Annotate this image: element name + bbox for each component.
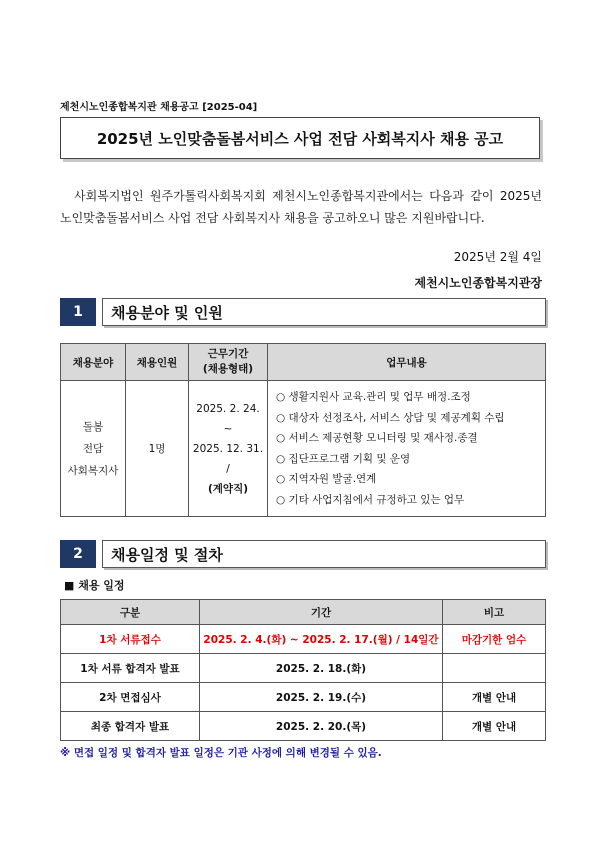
duty-item: ○ 대상자 선정조사, 서비스 상담 및 제공계획 수립 bbox=[276, 411, 505, 424]
header-note: 비고 bbox=[443, 600, 546, 625]
duty-item: ○ 생활지원사 교육.관리 및 업무 배정.조정 bbox=[276, 391, 471, 403]
announcement-date: 2025년 2월 4일 bbox=[453, 250, 542, 264]
intro-text: 사회복지법인 원주가톨릭사회복지회 제천시노인종합복지관에서는 다음과 같이 2025년 노인맞춤돌봄서비스 사업 전담 사회복지사 채용을 공고하오니 많은 지원바랍니다. bbox=[60, 189, 542, 225]
period-line: / bbox=[226, 462, 230, 475]
schedule-table bbox=[60, 599, 546, 741]
contract-type: (계약직) bbox=[207, 482, 249, 495]
row-category: 1차 서류접수 bbox=[61, 625, 200, 654]
header-field: 채용분야 bbox=[61, 344, 126, 381]
header-category: 구분 bbox=[61, 600, 200, 625]
section-2-number: 2 bbox=[60, 540, 96, 568]
row-note: 개별 안내 bbox=[443, 712, 546, 741]
row-category: 최종 합격자 발표 bbox=[61, 712, 200, 741]
period-line: ~ bbox=[223, 422, 233, 435]
page-title bbox=[60, 117, 540, 159]
table-row bbox=[61, 683, 546, 712]
header-duties: 업무내용 bbox=[268, 344, 546, 381]
field-line: 돌봄 bbox=[82, 420, 104, 433]
header-period bbox=[189, 344, 268, 381]
row-category: 2차 면접심사 bbox=[61, 683, 200, 712]
duty-item: ○ 지역자원 발굴.연계 bbox=[276, 473, 377, 485]
table-row bbox=[61, 712, 546, 741]
cell-field bbox=[61, 381, 126, 517]
recruitment-table bbox=[60, 343, 546, 517]
section-2-heading bbox=[60, 540, 546, 568]
cell-count: 1명 bbox=[126, 381, 189, 517]
signer: 제천시노인종합복지관장 bbox=[414, 276, 542, 290]
document-header: 제천시노인종합복지관 채용공고 [2025-04] bbox=[60, 102, 258, 113]
field-line: 사회복지사 bbox=[67, 464, 119, 477]
row-period: 2025. 2. 4.(화) ~ 2025. 2. 17.(월) / 14일간 bbox=[200, 625, 443, 654]
schedule-subheading: ■ 채용 일정 bbox=[64, 579, 125, 592]
row-period: 2025. 2. 18.(화) bbox=[200, 654, 443, 683]
header-count: 채용인원 bbox=[126, 344, 189, 381]
field-line: 전담 bbox=[82, 442, 104, 455]
duty-item: ○ 집단프로그램 기획 및 운영 bbox=[276, 452, 411, 465]
row-category: 1차 서류 합격자 발표 bbox=[61, 654, 200, 683]
row-note: 마감기한 엄수 bbox=[443, 625, 546, 654]
header-period-line2: (채용형태) bbox=[202, 363, 254, 375]
section-1-title: 채용분야 및 인원 bbox=[102, 298, 546, 326]
row-period: 2025. 2. 19.(수) bbox=[200, 683, 443, 712]
row-note: 개별 안내 bbox=[443, 683, 546, 712]
table-row bbox=[61, 625, 546, 654]
section-1-number: 1 bbox=[60, 298, 96, 326]
header-schedule-period: 기간 bbox=[200, 600, 443, 625]
table-row bbox=[61, 381, 546, 517]
cell-period bbox=[189, 381, 268, 517]
section-2-title: 채용일정 및 절차 bbox=[102, 540, 546, 568]
row-period: 2025. 2. 20.(목) bbox=[200, 712, 443, 741]
row-note bbox=[443, 654, 546, 683]
section-1-heading bbox=[60, 298, 546, 326]
cell-duties bbox=[268, 381, 546, 517]
recruitment-table-header bbox=[61, 344, 546, 381]
schedule-notice: ※ 면접 일정 및 합격자 발표 일정은 기관 사정에 의해 변경될 수 있음. bbox=[60, 747, 382, 759]
period-line: 2025. 2. 24. bbox=[196, 402, 260, 415]
schedule-table-header bbox=[61, 600, 546, 625]
table-row bbox=[61, 654, 546, 683]
page-title-text: 2025년 노인맞춤돌봄서비스 사업 전담 사회복지사 채용 공고 bbox=[96, 129, 504, 148]
period-line: 2025. 12. 31. bbox=[192, 442, 264, 455]
intro-paragraph bbox=[60, 185, 542, 229]
header-period-line1: 근무기간 bbox=[207, 348, 249, 360]
duty-item: ○ 서비스 제공현황 모니터링 및 재사정.종결 bbox=[276, 432, 478, 444]
duty-item: ○ 기타 사업지침에서 규정하고 있는 업무 bbox=[276, 493, 465, 506]
